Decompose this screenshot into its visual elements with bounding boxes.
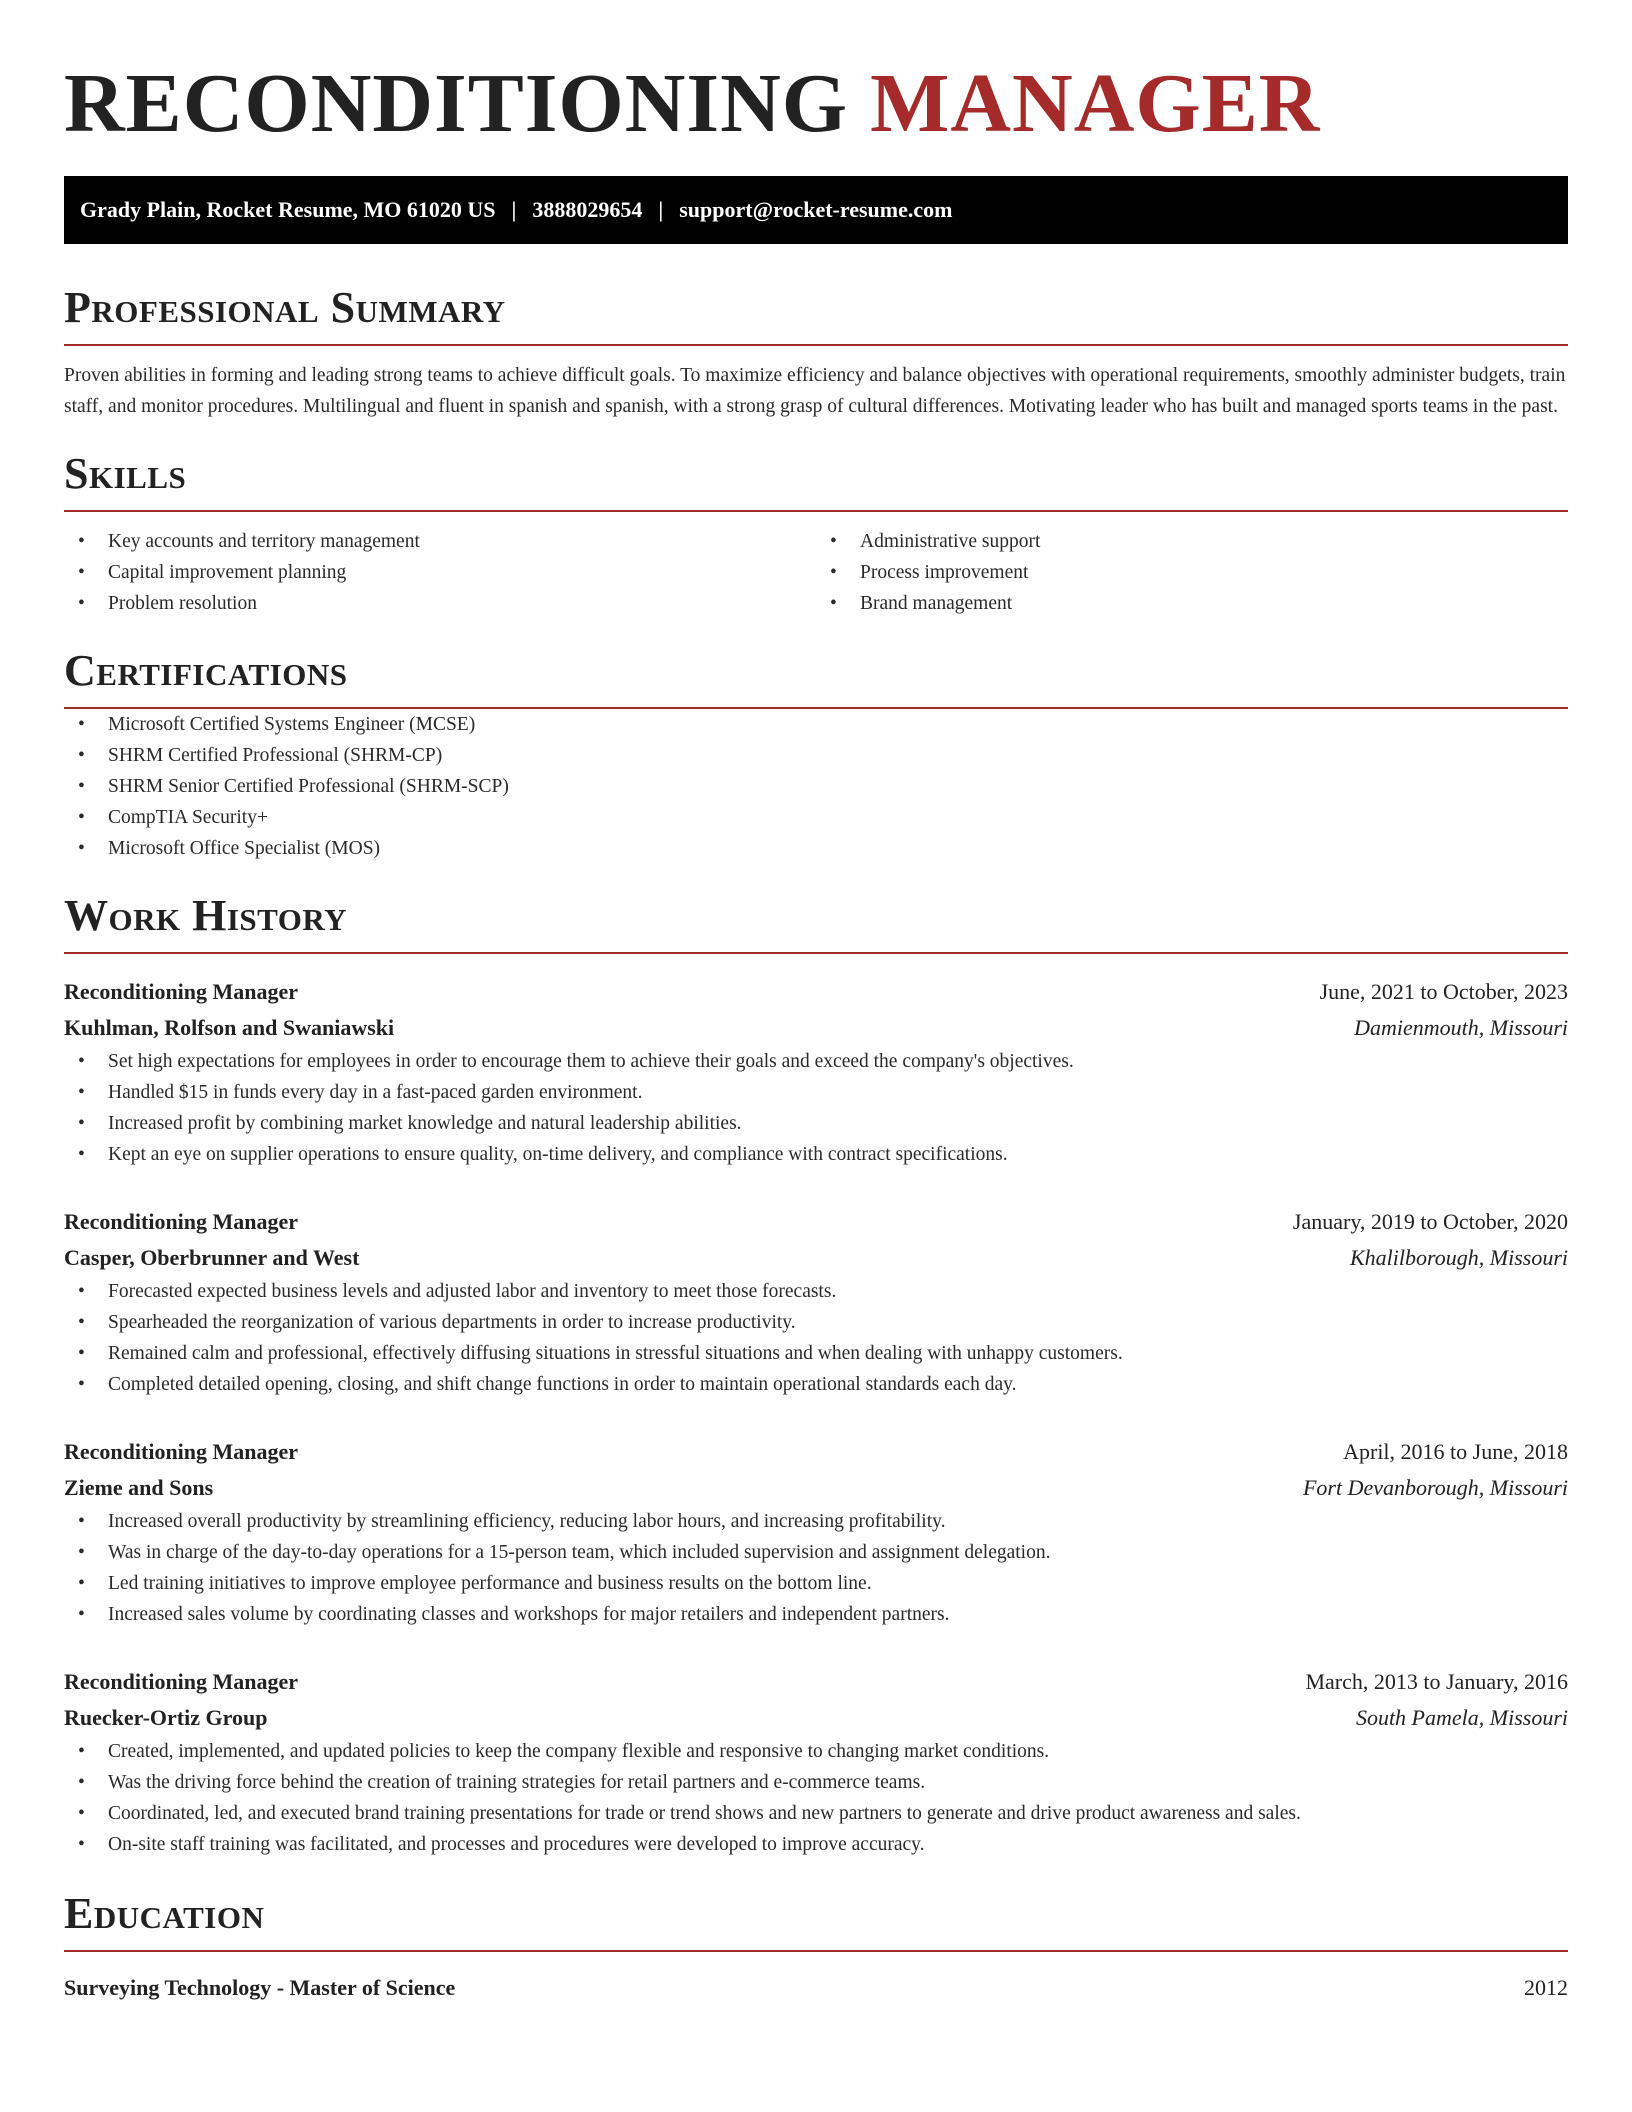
contact-email: support@rocket-resume.com	[679, 197, 953, 222]
job-dates: April, 2016 to June, 2018	[1343, 1439, 1568, 1464]
job-location: Fort Devanborough, Missouri	[1302, 1475, 1568, 1500]
job-duty: • Increased profit by combining market knowledge and natural leadership abilities.	[64, 1108, 1568, 1139]
name-last: MANAGER	[870, 57, 1321, 150]
skill-item: • Brand management	[816, 588, 1568, 619]
education-year: 2012	[1524, 1975, 1568, 2000]
job-duty: • Was the driving force behind the creation of training strategies for retail partners and e-commerce teams.	[64, 1767, 1568, 1798]
job-title: Reconditioning Manager	[64, 1669, 299, 1694]
job-duty: • Completed detailed opening, closing, and shift change functions in order to maintain operational standards each day.	[64, 1369, 1568, 1400]
job-dates: January, 2019 to October, 2020	[1292, 1209, 1568, 1234]
job-company: Casper, Oberbrunner and West	[64, 1245, 360, 1270]
certification-item: • SHRM Senior Certified Professional (SHRM-SCP)	[64, 771, 1568, 802]
certifications-list	[64, 709, 1568, 864]
skill-item: • Capital improvement planning	[64, 557, 816, 588]
certifications-heading: Certifications	[64, 645, 1568, 709]
job-title: Reconditioning Manager	[64, 1209, 299, 1234]
job-company-row	[64, 1470, 1568, 1506]
job-duties-list	[64, 1506, 1568, 1630]
job-company: Kuhlman, Rolfson and Swaniawski	[64, 1015, 395, 1040]
job-entry	[64, 1204, 1568, 1400]
job-dates: March, 2013 to January, 2016	[1305, 1669, 1568, 1694]
resume-name	[64, 0, 1568, 152]
job-location: South Pamela, Missouri	[1355, 1705, 1568, 1730]
job-duty: • Coordinated, led, and executed brand training presentations for trade or trend shows and new partners to generate and drive product awareness and sales.	[64, 1798, 1568, 1829]
job-duty: • Increased overall productivity by streamlining efficiency, reducing labor hours, and increasing profitability.	[64, 1506, 1568, 1537]
job-duty: • On-site staff training was facilitated, and processes and procedures were developed to improve accuracy.	[64, 1829, 1568, 1860]
job-location: Khalilborough, Missouri	[1350, 1245, 1568, 1270]
job-company-row	[64, 1010, 1568, 1046]
job-duty: • Led training initiatives to improve employee performance and business results on the bottom line.	[64, 1568, 1568, 1599]
contact-bar	[64, 176, 1568, 244]
skills-list-left	[64, 526, 816, 619]
certification-item: • SHRM Certified Professional (SHRM-CP)	[64, 740, 1568, 771]
job-company-row	[64, 1240, 1568, 1276]
job-duty: • Handled $15 in funds every day in a fast-paced garden environment.	[64, 1077, 1568, 1108]
summary-text: Proven abilities in forming and leading strong teams to achieve difficult goals. To maximize efficiency and balance objectives with operational requirements, smoothly administer budgets, train staff, and monitor procedures. Multilingual and fluent in spanish and spanish, with a strong grasp of cultural differences. Motivating leader who has built and managed sports teams in the past.	[64, 365, 1566, 417]
job-company: Zieme and Sons	[64, 1475, 214, 1500]
skill-item: • Process improvement	[816, 557, 1568, 588]
contact-address: Grady Plain, Rocket Resume, MO 61020 US	[80, 197, 496, 222]
skill-item: • Problem resolution	[64, 588, 816, 619]
skills-columns	[64, 526, 1568, 619]
education-entry	[64, 1970, 1568, 2006]
job-duty: • Set high expectations for employees in order to encourage them to achieve their goals and exceed the company's objectives.	[64, 1046, 1568, 1077]
job-duty: • Kept an eye on supplier operations to ensure quality, on-time delivery, and compliance with contract specifications.	[64, 1139, 1568, 1170]
job-duty: • Spearheaded the reorganization of various departments in order to increase productivity.	[64, 1307, 1568, 1338]
job-entry	[64, 1434, 1568, 1630]
job-header-row	[64, 1204, 1568, 1240]
education-heading: Education	[64, 1888, 1568, 1952]
name-first: RECONDITIONING	[64, 57, 849, 150]
certification-item: • CompTIA Security+	[64, 802, 1568, 833]
job-duty: • Forecasted expected business levels and adjusted labor and inventory to meet those forecasts.	[64, 1276, 1568, 1307]
job-duties-list	[64, 1736, 1568, 1860]
education-degree: Surveying Technology - Master of Science	[64, 1975, 456, 2000]
job-title: Reconditioning Manager	[64, 979, 299, 1004]
job-header-row	[64, 974, 1568, 1010]
skills-list-right	[816, 526, 1568, 619]
job-location: Damienmouth, Missouri	[1354, 1015, 1568, 1040]
contact-phone: 3888029654	[532, 197, 643, 222]
job-entry	[64, 1664, 1568, 1860]
job-company: Ruecker-Ortiz Group	[64, 1705, 268, 1730]
skills-heading: Skills	[64, 448, 1568, 512]
job-duty: • Increased sales volume by coordinating classes and workshops for major retailers and independent partners.	[64, 1599, 1568, 1630]
contact-separator: |	[658, 197, 664, 222]
job-entry	[64, 974, 1568, 1170]
job-duties-list	[64, 1276, 1568, 1400]
job-dates: June, 2021 to October, 2023	[1319, 979, 1568, 1004]
job-duties-list	[64, 1046, 1568, 1170]
job-duty: • Created, implemented, and updated policies to keep the company flexible and responsive to changing market conditions.	[64, 1736, 1568, 1767]
job-header-row	[64, 1664, 1568, 1700]
job-duty: • Remained calm and professional, effectively diffusing situations in stressful situations and when dealing with unhappy customers.	[64, 1338, 1568, 1369]
skill-item: • Administrative support	[816, 526, 1568, 557]
certification-item: • Microsoft Certified Systems Engineer (MCSE)	[64, 709, 1568, 740]
job-title: Reconditioning Manager	[64, 1439, 299, 1464]
summary-heading: Professional Summary	[64, 282, 1568, 346]
certification-item: • Microsoft Office Specialist (MOS)	[64, 833, 1568, 864]
job-header-row	[64, 1434, 1568, 1470]
skill-item: • Key accounts and territory management	[64, 526, 816, 557]
contact-separator: |	[511, 197, 517, 222]
job-company-row	[64, 1700, 1568, 1736]
job-duty: • Was in charge of the day-to-day operations for a 15-person team, which included supervision and assignment delegation.	[64, 1537, 1568, 1568]
work-history-heading: Work History	[64, 890, 1568, 954]
